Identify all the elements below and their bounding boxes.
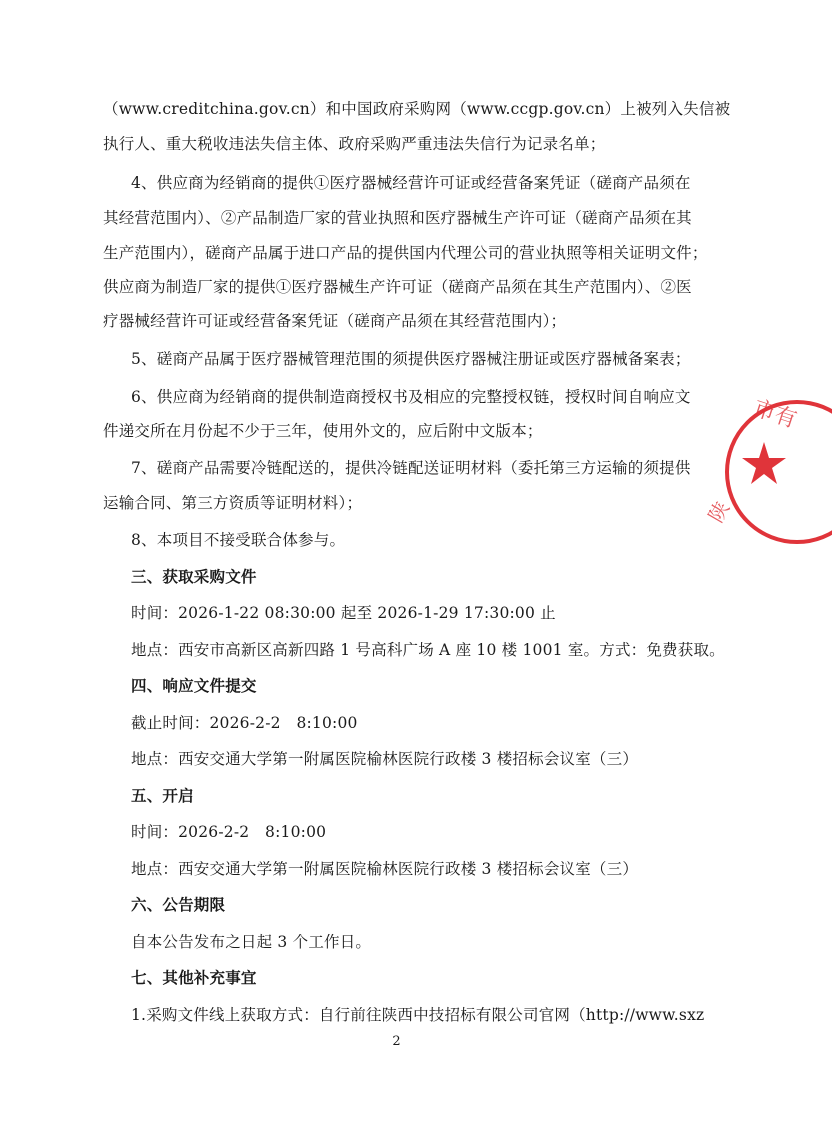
seal-text-bottom: 陕 [703, 497, 735, 527]
text-line: 7、磋商产品需要冷链配送的，提供冷链配送证明材料（委托第三方运输的须提供 [131, 459, 691, 477]
text-line: 疗器械经营许可证或经营备案凭证（磋商产品须在其经营范围内）； [103, 312, 567, 330]
text-line: 6、供应商为经销商的提供制造商授权书及相应的完整授权链，授权时间自响应文 [131, 388, 691, 406]
text-line: （www.creditchina.gov.cn）和中国政府采购网（www.ccgp.gov.cn）上被列入失信被 [103, 100, 731, 118]
text-line: 自本公告发布之日起 3 个工作日。 [131, 933, 372, 951]
section-heading: 五、开启 [131, 786, 194, 805]
text-line: 截止时间：2026-2-2 8:10:00 [131, 714, 358, 732]
text-line: 时间：2026-2-2 8:10:00 [131, 823, 327, 841]
text-line: 地点：西安交通大学第一附属医院榆林医院行政楼 3 楼招标会议室（三） [131, 860, 639, 878]
text-line: 其经营范围内）、②产品制造厂家的营业执照和医疗器械生产许可证（磋商产品须在其 [103, 209, 692, 227]
text-line: 件递交所在月份起不少于三年，使用外文的，应后附中文版本； [103, 422, 543, 440]
text-line: 运输合同、第三方资质等证明材料）； [103, 494, 363, 512]
text-line: 4、供应商为经销商的提供①医疗器械经营许可证或经营备案凭证（磋商产品须在 [131, 174, 691, 192]
section-heading: 七、其他补充事宜 [131, 968, 257, 987]
section-heading: 三、获取采购文件 [131, 567, 257, 586]
section-heading: 六、公告期限 [131, 895, 226, 914]
page-number: 2 [392, 1034, 401, 1049]
text-line: 执行人、重大税收违法失信主体、政府采购严重违法失信行为记录名单； [103, 135, 606, 153]
text-line: 地点：西安市高新区高新四路 1 号高科广场 A 座 10 楼 1001 室。方式：免费获取。 [131, 641, 725, 659]
seal-text-top: 市有 [750, 395, 800, 434]
text-line: 地点：西安交通大学第一附属医院榆林医院行政楼 3 楼招标会议室（三） [131, 750, 639, 768]
seal-star-icon [742, 442, 786, 484]
text-line: 时间：2026-1-22 08:30:00 起至 2026-1-29 17:30:00 止 [131, 604, 556, 622]
text-line: 供应商为制造厂家的提供①医疗器械生产许可证（磋商产品须在其生产范围内）、②医 [103, 278, 692, 296]
section-heading: 四、响应文件提交 [131, 676, 257, 695]
text-line: 5、磋商产品属于医疗器械管理范围的须提供医疗器械注册证或医疗器械备案表； [131, 350, 691, 368]
text-line: 生产范围内），磋商产品属于进口产品的提供国内代理公司的营业执照等相关证明文件； [103, 244, 708, 262]
seal-ring [727, 402, 832, 542]
text-line: 1.采购文件线上获取方式：自行前往陕西中技招标有限公司官网（http://www.sxz [131, 1006, 705, 1024]
text-line: 8、本项目不接受联合体参与。 [131, 531, 346, 549]
